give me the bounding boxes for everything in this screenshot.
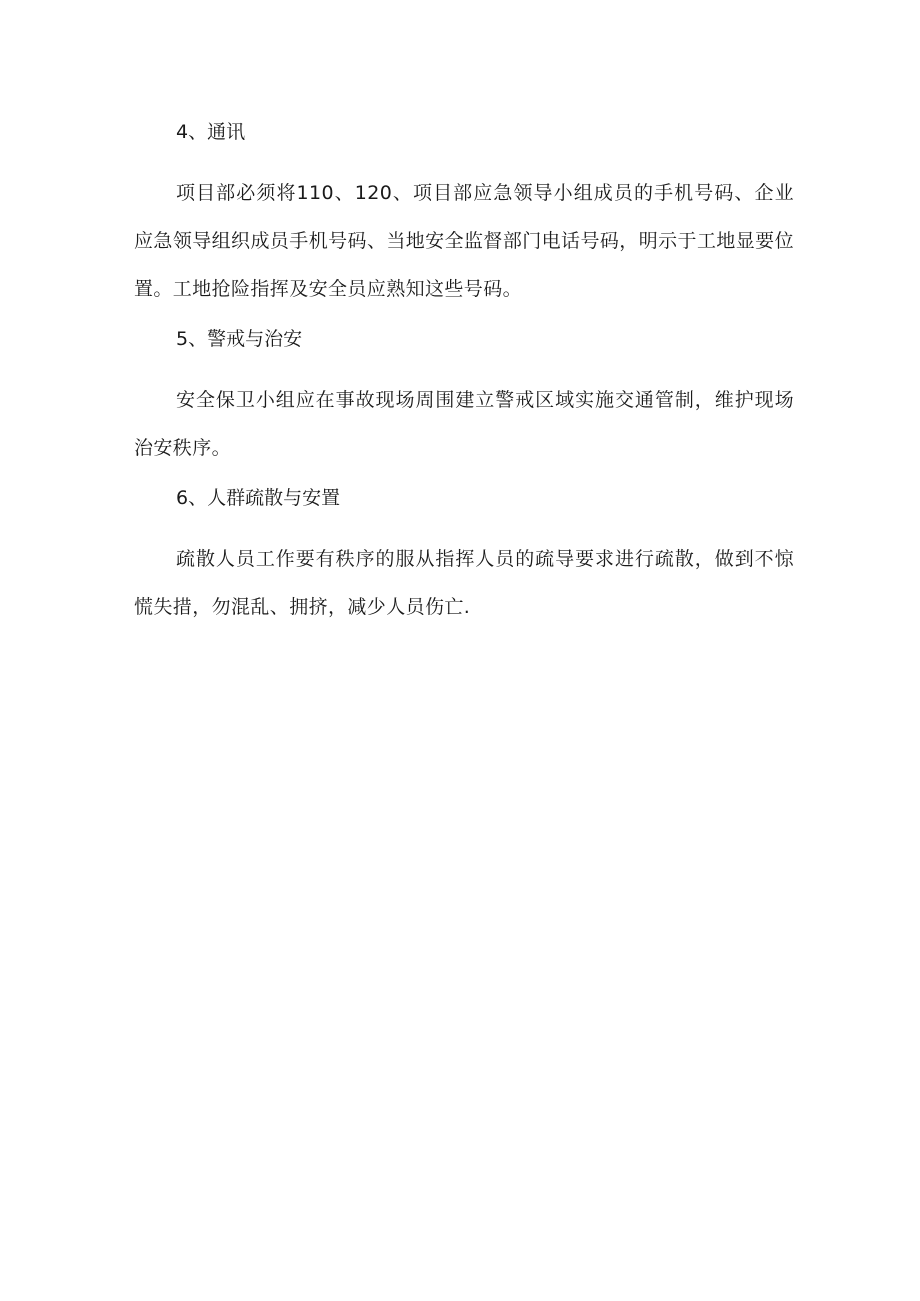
section-body-security: 安全保卫小组应在事故现场周围建立警戒区域实施交通管制，维护现场治安秩序。 [134,389,794,459]
section-heading-communication: 4、通讯 [176,121,246,143]
section-body-communication: 项目部必须将110、120、项目部应急领导小组成员的手机号码、企业应急领导组织成员手机号码、当地安全监督部门电话号码，明示于工地显要位置。工地抢险指挥及安全员应熟知这些号码。 [134,182,794,300]
section-heading-evacuation: 6、人群疏散与安置 [176,487,341,509]
section-body-evacuation: 疏散人员工作要有秩序的服从指挥人员的疏导要求进行疏散，做到不惊慌失措，勿混乱、拥挤，减少人员伤亡. [134,548,794,618]
document-body [134,112,794,631]
section-heading-security: 5、警戒与治安 [176,328,303,350]
